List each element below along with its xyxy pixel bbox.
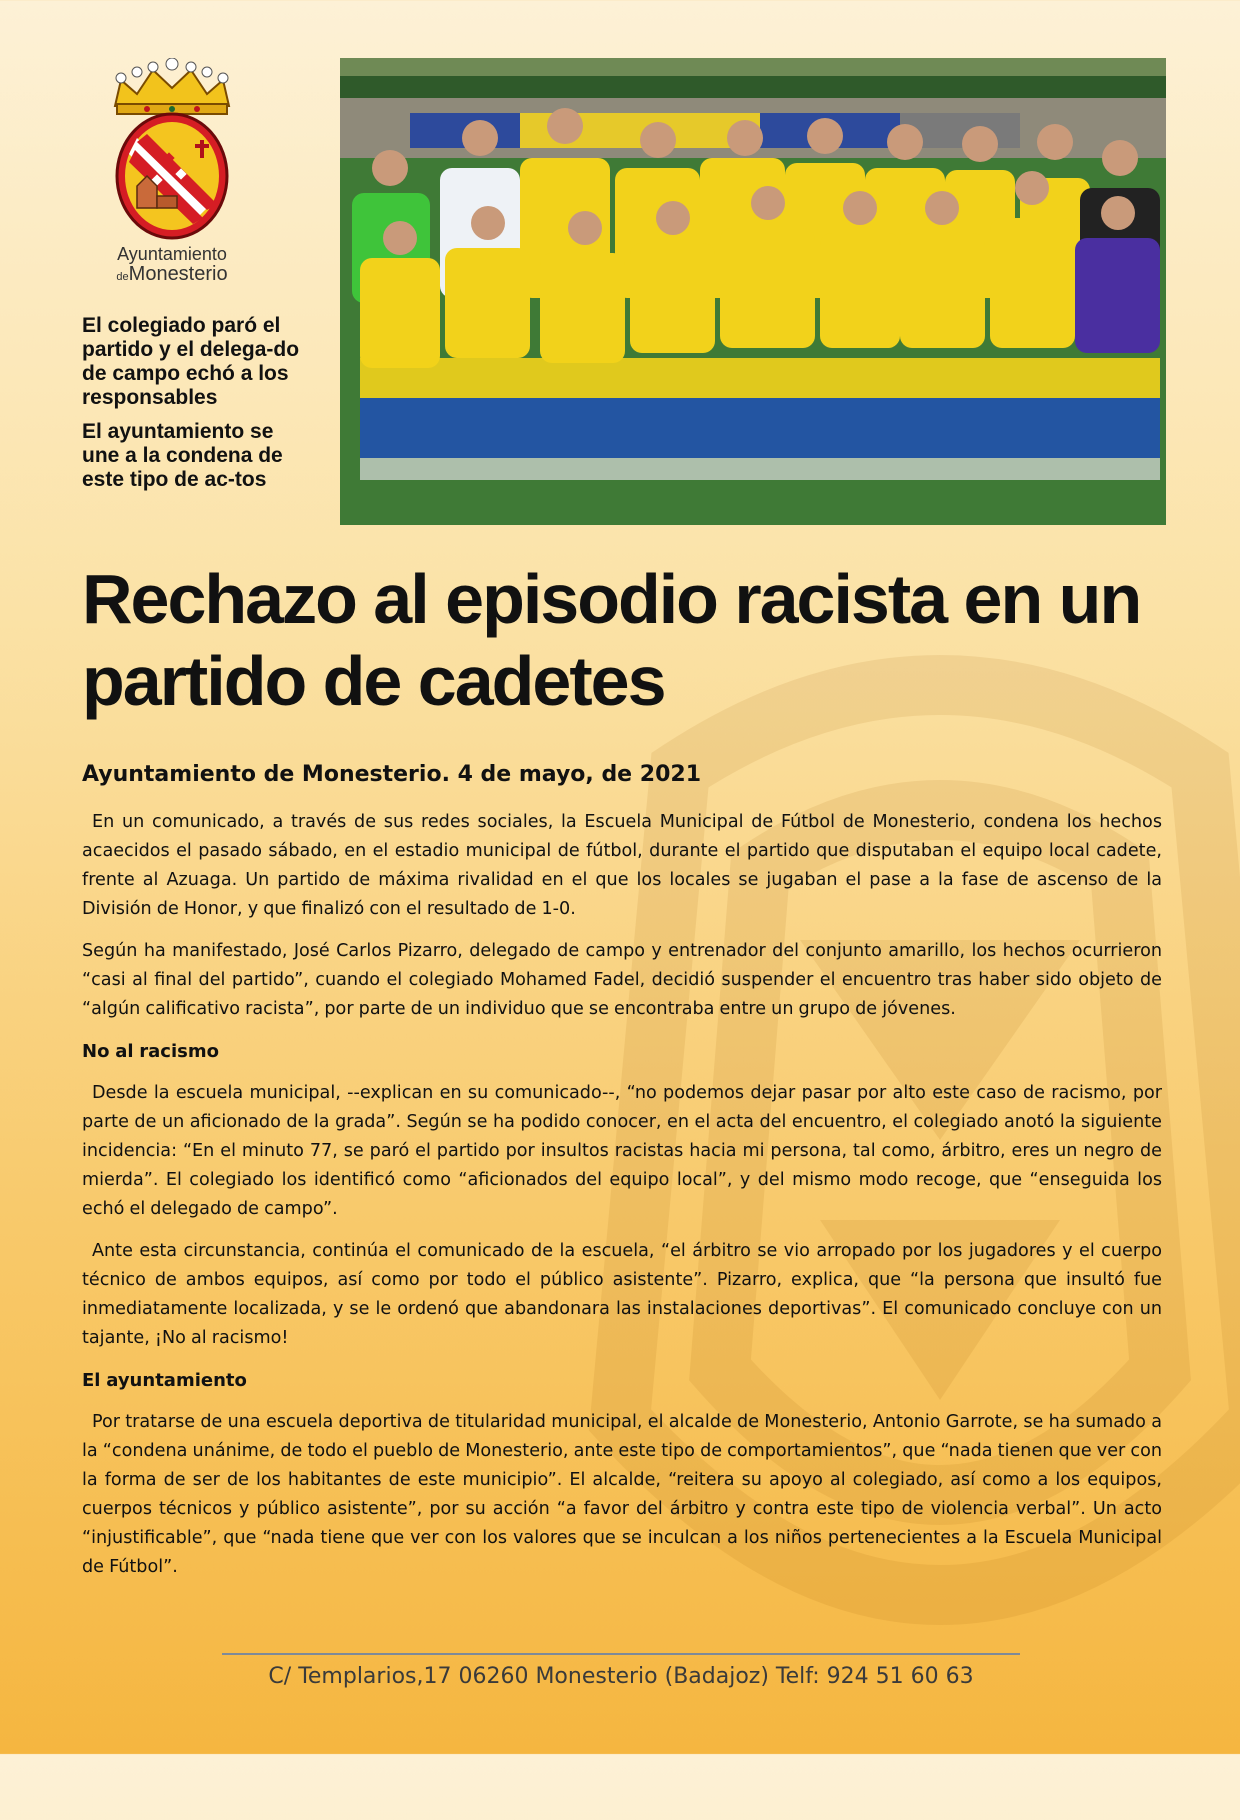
subheadline-2: El ayuntamiento se une a la condena de este tipo de ac-tos — [82, 420, 283, 491]
logo-line-2-big: Monesterio — [128, 263, 228, 285]
article-paragraph-5: Por tratarse de una escuela deportiva de titularidad municipal, el alcalde de Monesterio, Antonio Garrote, se ha sumado a la “condena unánime, de todo el pueblo de Monesterio, ante este tipo de comportamientos”, que “nada tienen que ver con la forma de ser de los habitantes de este municipio”. El alcalde, “reitera su apoyo al colegiado, así como a los equipos, cuerpos técnicos y público asistente”, por su acción “a favor del árbitro y contra este tipo de violencia verbal”. Un acto “injustificable”, que “nada tiene que ver con los valores que se inculcan a los niños pertenecientes a la Escuela Municipal de Fútbol”. — [82, 1412, 1162, 1577]
shorts-and-socks — [360, 358, 1160, 480]
footer-address: C/ Templarios,17 06260 Monesterio (Badajoz) Telf: 924 51 60 63 — [268, 1664, 974, 1689]
logo-line-2 — [92, 264, 252, 287]
logo-line-2-small: de — [116, 271, 129, 283]
coat-of-arms-icon — [107, 58, 237, 240]
section-heading-no-al-racismo: No al racismo — [82, 1041, 219, 1062]
team-photo-illustration — [340, 58, 1166, 525]
shield — [117, 114, 227, 238]
section-heading-el-ayuntamiento: El ayuntamiento — [82, 1370, 247, 1391]
footer-divider — [222, 1653, 1020, 1655]
team-photo — [340, 58, 1166, 525]
article-paragraph-1: En un comunicado, a través de sus redes sociales, la Escuela Municipal de Fútbol de Monesterio, condena los hechos acaecidos el pasado sábado, en el estadio municipal de fútbol, durante el partido que disputaban el equipo local cadete, frente al Azuaga. Un partido de máxima rivalidad en el que los locales se jugaban el pase a la fase de ascenso de la División de Honor, y que finalizó con el resultado de 1-0. — [82, 812, 1162, 919]
article-paragraph-4: Ante esta circunstancia, continúa el comunicado de la escuela, “el árbitro se vio arropado por los jugadores y el cuerpo técnico de ambos equipos, así como por todo el público asistente”. Pizarro, explica, que “la persona que insultó fue inmediatamente localizada, y se le ordenó que abandonara las instalaciones deportivas”. El comunicado concluye con un tajante, ¡No al racismo! — [82, 1241, 1162, 1348]
article-paragraph-3: Desde la escuela municipal, --explican en su comunicado--, “no podemos dejar pasar por alto este caso de racismo, por parte de un aficionado de la grada”. Según se ha podido conocer, en el acta del encuentro, el colegiado anotó la siguiente incidencia: “En el minuto 77, se paró el partido por insultos racistas hacia mi persona, tal como, árbitro, eres un negro de mierda”. El colegiado los identificó como “aficionados del equipo local”, y del mismo modo recoge, que “enseguida los echó el delegado de campo”. — [82, 1083, 1162, 1219]
subheadlines — [82, 314, 307, 502]
article-body — [82, 808, 1162, 1595]
subheadline-1: El colegiado paró el partido y el delega-do de campo echó a los responsables — [82, 314, 300, 409]
logo-line-1: Ayuntamiento — [117, 244, 227, 264]
crown — [115, 58, 229, 114]
dateline: Ayuntamiento de Monesterio. 4 de mayo, de 2021 — [82, 762, 701, 787]
headline: Rechazo al episodio racista en un partido de cadetes — [82, 560, 1141, 720]
article-paragraph-2: Según ha manifestado, José Carlos Pizarro, delegado de campo y entrenador del conjunto amarillo, los hechos ocurrieron “casi al final del partido”, cuando el colegiado Mohamed Fadel, decidió suspender el encuentro tras haber sido objeto de “algún calificativo racista”, por parte de un individuo que se encontraba entre un grupo de jóvenes. — [82, 941, 1162, 1019]
logo-text — [92, 244, 252, 287]
ayuntamiento-logo — [92, 58, 252, 287]
